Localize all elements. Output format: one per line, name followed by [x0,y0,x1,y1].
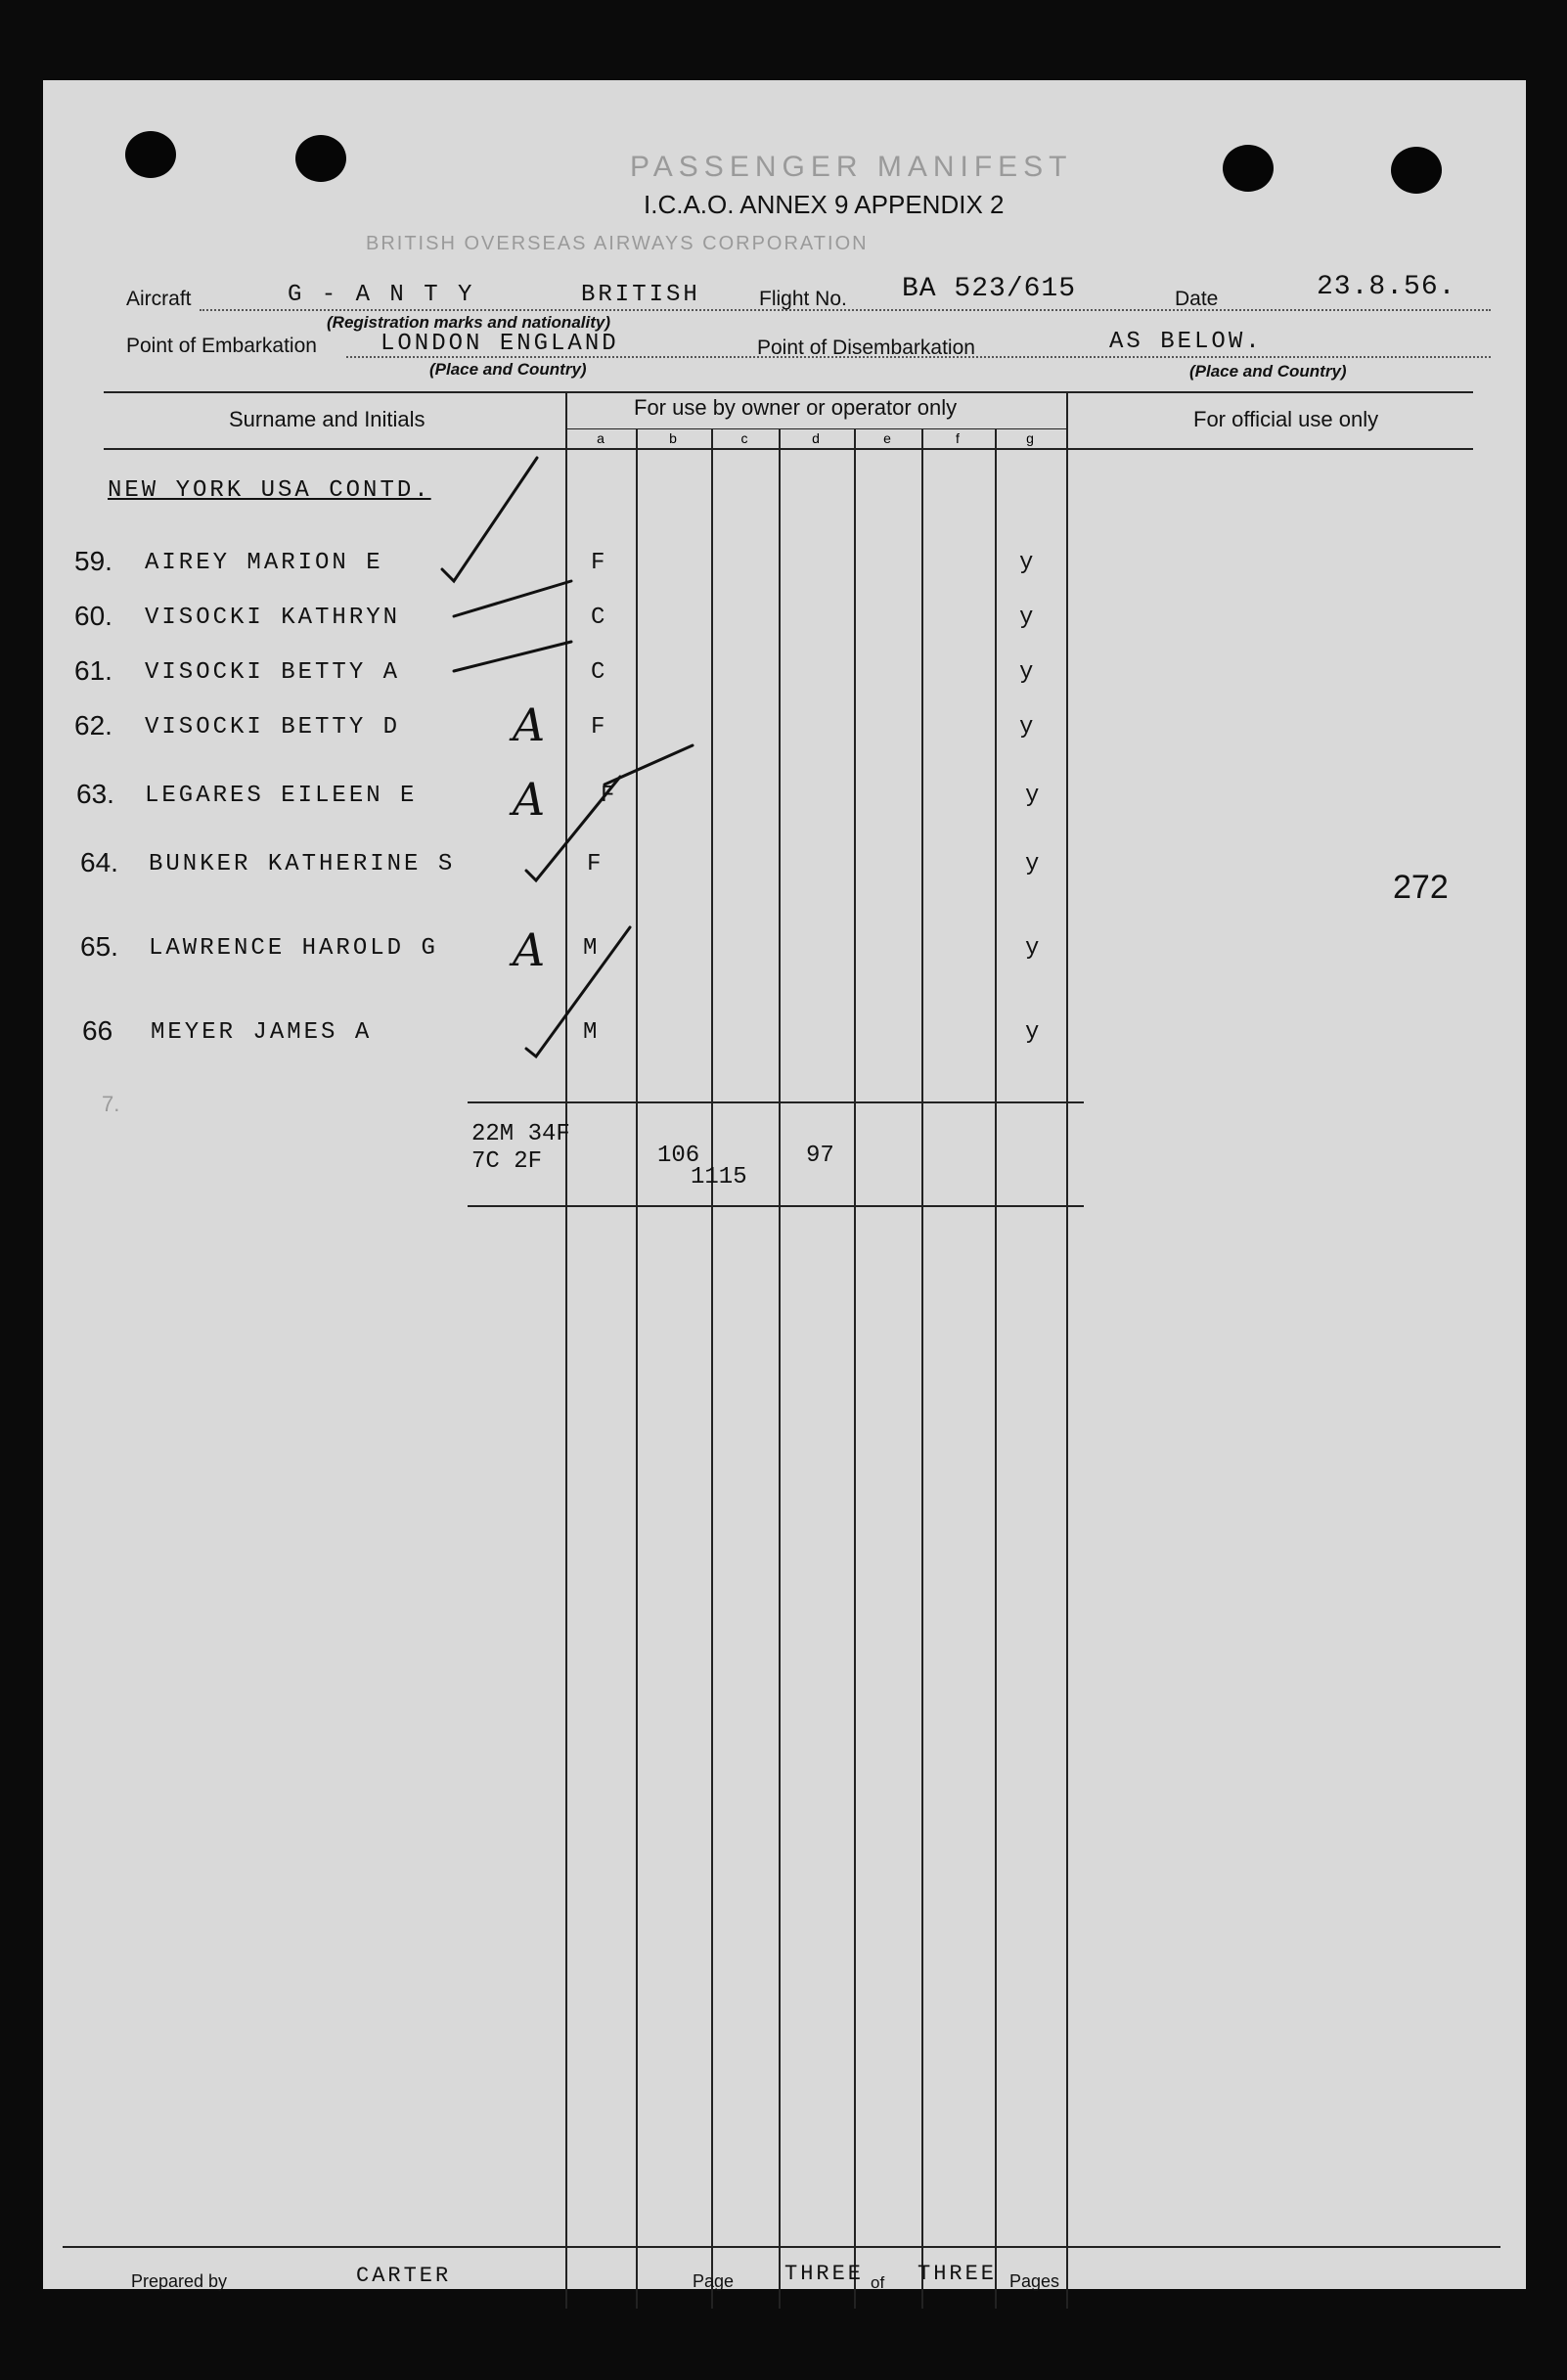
cell-a: C [591,605,608,631]
cell-a: F [591,550,608,576]
passenger-name: LAWRENCE HAROLD G [149,935,438,962]
totals-bottom-rule [468,1205,1084,1207]
check-mark [454,581,571,616]
row-number: 59. [74,546,112,576]
handwritten-mark: A [513,773,546,826]
prepared-label: Prepared by [131,2271,228,2291]
row-number: 63. [76,779,114,809]
subcolumn-label: a [597,430,604,446]
surname-header: Surname and Initials [229,407,425,431]
check-mark [604,745,693,785]
passenger-name: BUNKER KATHERINE S [149,851,456,877]
embarkation-label: Point of Embarkation [126,335,317,357]
official-header: For official use only [1193,407,1379,431]
subcolumn-label: g [1026,430,1034,446]
disembarkation-label: Point of Disembarkation [757,337,975,359]
cell-a: M [583,935,601,962]
flight-label: Flight No. [759,288,847,310]
cell-g: y [1019,605,1037,631]
footer-rule [63,2246,1500,2248]
total-b: 106 [657,1143,700,1169]
totals-top-rule [468,1101,1084,1103]
passenger-name: VISOCKI BETTY D [145,714,401,741]
subcolumn-label: c [740,430,748,446]
cell-a: F [587,851,604,877]
passenger-name: AIREY MARION E [145,550,383,576]
subcolumn-label: b [669,430,677,446]
subcolumn-label: f [956,430,960,446]
row-number: 64. [80,847,118,877]
page-label: Page [693,2271,735,2291]
manifest-sheet [43,80,1526,2292]
prepared-value: CARTER [356,2264,452,2288]
check-mark [526,927,630,1056]
row-number: 7. [102,1092,120,1116]
cell-g: y [1025,1019,1043,1046]
disembarkation-value: AS BELOW. [1109,329,1263,355]
tick-marks [43,80,1526,2289]
row-number: 66 [82,1015,113,1046]
registration-note: (Registration marks and nationality) [327,313,610,332]
check-mark [442,458,537,581]
subcolumn-label: e [883,430,891,446]
handwritten-mark: A [513,698,546,751]
row-number: 65. [80,931,118,962]
cell-g: y [1025,851,1043,877]
embarkation-note: (Place and Country) [429,360,587,379]
handwritten-mark: A [513,923,546,976]
total-d: 97 [806,1143,834,1169]
cell-g: y [1019,659,1037,686]
pages-value: THREE [918,2262,998,2286]
row-number: 62. [74,710,112,741]
page-value: THREE [784,2262,865,2286]
row-number: 60. [74,601,112,631]
total-c: 1115 [691,1164,747,1190]
cell-a: F [601,783,618,809]
date-value: 23.8.56. [1317,272,1456,302]
cell-a: M [583,1019,601,1046]
totals-line-1: 22M 34F [471,1121,570,1147]
section-title: NEW YORK USA CONTD. [108,477,431,504]
subcolumn-label: d [812,430,820,446]
disembarkation-note: (Place and Country) [1189,362,1347,381]
aircraft-value: G - A N T Y [288,282,475,308]
totals-line-2: 7C 2F [471,1148,543,1175]
cell-g: y [1019,714,1037,741]
flight-value: BA 523/615 [902,274,1077,304]
operator-name: BRITISH OVERSEAS AIRWAYS CORPORATION [366,233,869,254]
passenger-name: LEGARES EILEEN E [145,783,418,809]
form-title-faded: PASSENGER MANIFEST [630,151,1073,183]
cell-a: C [591,659,608,686]
cell-g: y [1025,935,1043,962]
aircraft-label: Aircraft [126,288,192,310]
passenger-name: MEYER JAMES A [151,1019,373,1046]
passenger-name: VISOCKI KATHRYN [145,605,401,631]
nationality-value: BRITISH [581,282,700,308]
form-title: I.C.A.O. ANNEX 9 APPENDIX 2 [644,190,1005,219]
passenger-name: VISOCKI BETTY A [145,659,401,686]
cell-g: y [1019,550,1037,576]
row-number: 61. [74,655,112,686]
cell-a: F [591,714,608,741]
page-stamp-number: 272 [1393,869,1449,906]
owner-header: For use by owner or operator only [634,395,958,420]
of-label: of [871,2273,885,2292]
pages-label: Pages [1009,2271,1060,2291]
check-mark [454,642,571,671]
embarkation-value: LONDON ENGLAND [381,331,619,357]
date-label: Date [1175,288,1219,310]
check-mark [526,777,620,880]
cell-g: y [1025,783,1043,809]
